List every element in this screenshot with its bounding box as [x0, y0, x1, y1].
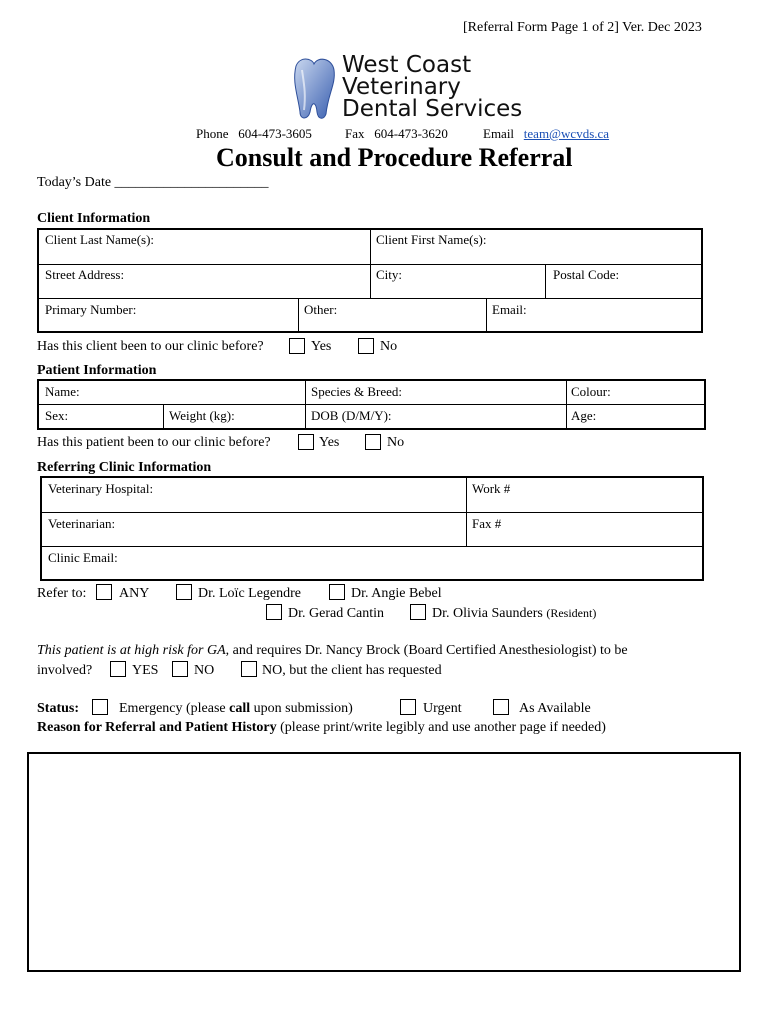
fax-label: Fax — [345, 126, 365, 141]
high-risk-italic: This patient is at high risk for GA — [37, 643, 226, 658]
reason-history-textarea[interactable] — [27, 752, 741, 972]
referring-clinic-heading: Referring Clinic Information — [37, 460, 212, 475]
refer-legendre-label: Dr. Loïc Legendre — [198, 586, 302, 601]
status-emergency-label — [119, 701, 353, 717]
email-label: Email — [483, 126, 515, 141]
refer-cantin-label: Dr. Gerad Cantin — [288, 606, 385, 621]
email-line — [483, 126, 609, 142]
weight-field[interactable]: Weight (kg): — [169, 408, 235, 423]
logo-line-1: West Coast — [342, 52, 472, 78]
emergency-pre: Emergency (please — [119, 701, 226, 716]
todays-date-field[interactable]: Today’s Date ______________________ — [37, 175, 269, 190]
age-field[interactable]: Age: — [571, 408, 597, 423]
veterinarian-field[interactable]: Veterinarian: — [48, 516, 116, 531]
phone-label: Phone — [196, 126, 229, 141]
other-number-field[interactable]: Other: — [304, 302, 338, 317]
clinic-logo — [288, 54, 538, 124]
client-no-checkbox[interactable] — [358, 338, 374, 354]
patient-been-before-question: Has this patient been to our clinic before? — [37, 435, 271, 450]
client-no-label: No — [380, 339, 398, 354]
city-field[interactable]: City: — [376, 267, 403, 282]
species-breed-field[interactable]: Species & Breed: — [311, 384, 402, 399]
page-version: [Referral Form Page 1 of 2] Ver. Dec 2023 — [463, 20, 702, 35]
status-urgent-checkbox[interactable] — [400, 699, 416, 715]
refer-any-label: ANY — [119, 586, 150, 601]
phone-number: 604-473-3605 — [238, 126, 312, 141]
refer-any-checkbox[interactable] — [96, 584, 112, 600]
reason-note: (please print/write legibly and use another page if needed) — [280, 720, 606, 735]
reason-heading — [37, 720, 606, 736]
refer-legendre-checkbox[interactable] — [176, 584, 192, 600]
clinic-fax-field[interactable]: Fax # — [472, 516, 502, 531]
patient-yes-checkbox[interactable] — [298, 434, 314, 450]
client-email-field[interactable]: Email: — [492, 302, 527, 317]
status-label: Status: — [37, 701, 80, 716]
patient-info-table — [37, 379, 706, 430]
risk-no-checkbox[interactable] — [172, 661, 188, 677]
risk-yes-label: YES — [132, 663, 159, 678]
colour-field[interactable]: Colour: — [571, 384, 611, 399]
refer-bebel-label: Dr. Angie Bebel — [351, 586, 442, 601]
reason-bold: Reason for Referral and Patient History — [37, 720, 277, 735]
client-info-heading: Client Information — [37, 211, 151, 226]
patient-name-field[interactable]: Name: — [45, 384, 80, 399]
refer-cantin-checkbox[interactable] — [266, 604, 282, 620]
emergency-call: call — [229, 701, 251, 716]
risk-no-label: NO — [194, 663, 215, 678]
client-last-name-field[interactable]: Client Last Name(s): — [45, 232, 155, 247]
high-risk-statement — [37, 643, 628, 659]
refer-saunders-label — [432, 606, 596, 622]
patient-no-checkbox[interactable] — [365, 434, 381, 450]
status-emergency-checkbox[interactable] — [92, 699, 108, 715]
resident-note: (Resident) — [546, 606, 597, 620]
patient-yes-label: Yes — [319, 435, 340, 450]
patient-no-label: No — [387, 435, 405, 450]
emergency-post: upon submission) — [253, 701, 353, 716]
dob-field[interactable]: DOB (D/M/Y): — [311, 408, 392, 423]
risk-yes-checkbox[interactable] — [110, 661, 126, 677]
fax-number: 604-473-3620 — [374, 126, 448, 141]
contact-line — [196, 126, 312, 142]
client-yes-label: Yes — [311, 339, 332, 354]
email-link[interactable]: team@wcvds.ca — [523, 126, 610, 141]
status-available-label: As Available — [519, 701, 591, 716]
status-urgent-label: Urgent — [423, 701, 462, 716]
patient-info-heading: Patient Information — [37, 363, 157, 378]
primary-number-field[interactable]: Primary Number: — [45, 302, 137, 317]
involved-label: involved? — [37, 663, 93, 678]
refer-saunders-checkbox[interactable] — [410, 604, 426, 620]
refer-to-label: Refer to: — [37, 586, 87, 601]
client-info-table — [37, 228, 703, 333]
client-yes-checkbox[interactable] — [289, 338, 305, 354]
sex-field[interactable]: Sex: — [45, 408, 69, 423]
referring-clinic-table — [40, 476, 704, 581]
logo-line-3: Dental Services — [342, 96, 523, 122]
tooth-logo-icon — [288, 54, 338, 122]
fax-line — [345, 126, 448, 142]
high-risk-rest: , and requires Dr. Nancy Brock (Board Certified Anesthesiologist) to be — [225, 643, 628, 658]
logo-line-2: Veterinary — [342, 74, 461, 100]
form-title: Consult and Procedure Referral — [216, 143, 573, 172]
status-available-checkbox[interactable] — [493, 699, 509, 715]
clinic-email-field[interactable]: Clinic Email: — [48, 550, 118, 565]
refer-bebel-checkbox[interactable] — [329, 584, 345, 600]
veterinary-hospital-field[interactable]: Veterinary Hospital: — [48, 481, 154, 496]
risk-no-client-label: NO, but the client has requested — [262, 663, 442, 678]
postal-code-field[interactable]: Postal Code: — [553, 267, 620, 282]
saunders-name: Dr. Olivia Saunders — [432, 606, 543, 621]
work-number-field[interactable]: Work # — [472, 481, 511, 496]
risk-no-client-checkbox[interactable] — [241, 661, 257, 677]
street-address-field[interactable]: Street Address: — [45, 267, 125, 282]
client-first-name-field[interactable]: Client First Name(s): — [376, 232, 487, 247]
client-been-before-question: Has this client been to our clinic before? — [37, 339, 264, 354]
